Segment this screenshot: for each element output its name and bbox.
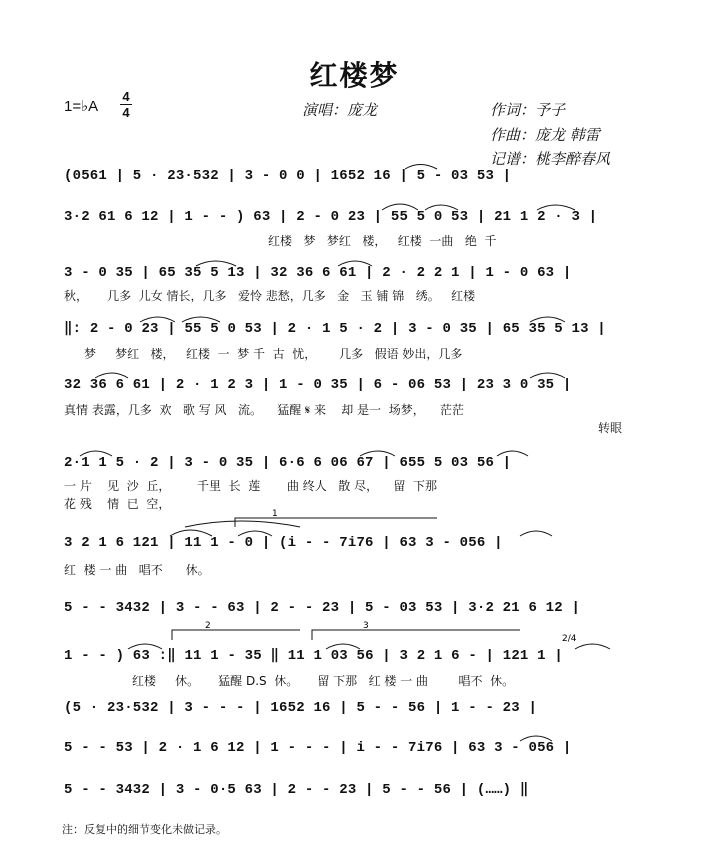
time-signature-bottom: 4 (122, 105, 130, 120)
lyric-line-3: 梦 梦红 楼， 红楼 一 梦 千 古 忧， 几多 假语 妙出，几多 (84, 347, 463, 361)
key-signature: 1=♭A (64, 98, 99, 115)
tie (185, 521, 300, 527)
song-title: 红楼梦 (309, 59, 400, 92)
meter-change-label: 2/4 (562, 634, 577, 644)
volta-3-bracket (312, 630, 520, 640)
notation-line-5: 32 36 6 61 | 2 · 1 2 3 | 1 - 0 35 | 6 - 06 53 | 23 3 0 35 | (64, 377, 572, 393)
lyric-line-6: 花 残 情 已 空， (64, 497, 171, 511)
slur (575, 644, 610, 649)
composer-credit: 作曲：庞龙 韩雷 (490, 126, 600, 144)
lyric-line-5: 一 片 见 沙 丘， 千里 长 莲 曲 终人 散 尽， 留 下那 (64, 479, 437, 493)
lyric-line-2: 秋， 几多 儿女 情长，几多 爱怜 悲愁，几多 金 玉 铺 锦 绣。 红楼 (64, 289, 476, 303)
singer-credit: 演唱：庞龙 (302, 101, 378, 119)
notation-line-10: (5 · 23·532 | 3 - - - | 1652 16 | 5 - - 56 | 1 - - 23 | (64, 700, 538, 716)
lyricist-credit: 作词：予子 (490, 101, 566, 119)
lyric-line-4b: 转眼 (598, 421, 623, 435)
lyric-line-8: 红楼 休。 猛醒 D.S 休。 留 下那 红 楼 一 曲 唱不 休。 (132, 674, 515, 688)
notation-line-11: 5 - - 53 | 2 · 1 6 12 | 1 - - - | i - - 7i76 | 63 3 - 056 | (64, 740, 572, 756)
volta-1-label: 1 (272, 509, 278, 519)
notation-line-12: 5 - - 3432 | 3 - 0·5 63 | 2 - - 23 | 5 - - 56 | (……) ‖ (64, 782, 529, 798)
transcriber-credit: 记谱：桃李醉春风 (490, 150, 611, 168)
notation-line-1: (0561 | 5 · 23·532 | 3 - 0 0 | 1652 16 | 5 - 03 53 | (64, 168, 512, 184)
volta-1-bracket (235, 518, 437, 527)
notation-line-8: 5 - - 3432 | 3 - - 63 | 2 - - 23 | 5 - 03 53 | 3·2 21 6 12 | (64, 600, 581, 616)
volta-2-bracket (172, 630, 300, 640)
notation-line-9: 1 - - ) 63 :‖ 11 1 - 35 ‖ 11 1 03 56 | 3 2 1 6 - | 121 1 | (64, 648, 563, 664)
lyric-line-4: 真情 表露，几多 欢 歌 写 风 流。 猛醒 𝄋 来 却 是一 场梦， 茫茫 (64, 403, 464, 417)
lyric-line-7: 红 楼 一 曲 唱不 休。 (64, 563, 210, 577)
volta-3-label: 3 (363, 621, 369, 631)
lyric-line-1: 红楼 梦 梦红 楼， 红楼 一曲 绝 千 (268, 234, 497, 248)
footnote: 注：反复中的细节变化未做记录。 (62, 823, 227, 836)
notation-line-3: 3 - 0 35 | 65 35 5 13 | 32 36 6 61 | 2 · 2 2 1 | 1 - 0 63 | (64, 265, 572, 281)
notation-line-2: 3·2 61 6 12 | 1 - - ) 63 | 2 - 0 23 | 55 5 0 53 | 21 1 2 · 3 | (64, 209, 598, 225)
notation-line-6: 2·1 1 5 · 2 | 3 - 0 35 | 6·6 6 06 67 | 655 5 03 56 | (64, 455, 512, 471)
time-signature (120, 90, 132, 119)
slur (520, 531, 552, 536)
time-signature-top: 4 (122, 89, 130, 104)
volta-2-label: 2 (205, 621, 211, 631)
notation-line-4: ‖: 2 - 0 23 | 55 5 0 53 | 2 · 1 5 · 2 | 3 - 0 35 | 65 35 5 13 | (64, 321, 606, 337)
notation-line-7: 3 2 1 6 121 | 11 1 - 0 | (i - - 7i76 | 63 3 - 056 | (64, 535, 503, 551)
